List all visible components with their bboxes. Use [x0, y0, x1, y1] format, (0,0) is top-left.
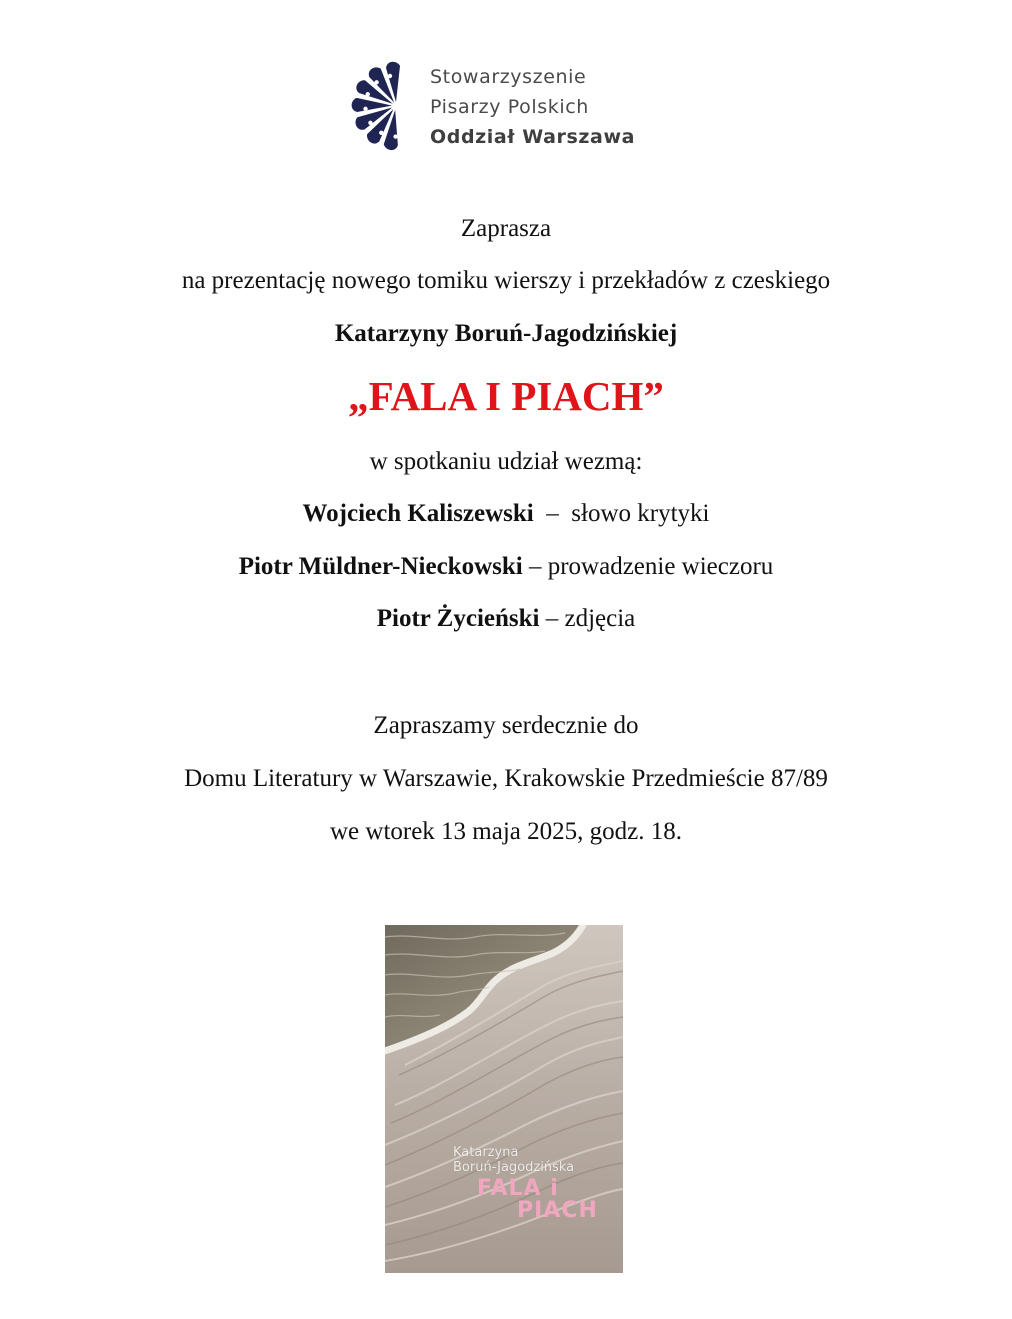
participants-intro: w spotkaniu udział wezmą: — [369, 448, 643, 475]
venue-text: Domu Literatury w Warszawie, Krakowskie Przedmieście 87/89 — [184, 765, 828, 792]
participant-separator: – — [522, 553, 548, 580]
participant-separator: – — [539, 605, 565, 632]
closing-text: Zapraszamy serdecznie do — [373, 712, 639, 739]
organization-logo — [346, 58, 666, 154]
cover-title-line-2: PIACH — [517, 1198, 598, 1223]
participant-row — [0, 500, 1012, 528]
logo-line-1: Stowarzyszenie — [430, 66, 587, 88]
participant-role: prowadzenie wieczoru — [547, 553, 774, 580]
cover-author-first: Katarzyna — [453, 1145, 519, 1160]
participant-name: Wojciech Kaliszewski — [302, 500, 534, 527]
participant-name: Piotr Müldner-Nieckowski — [238, 553, 523, 580]
intro-text: Zaprasza — [460, 215, 552, 242]
participant-role: zdjęcia — [564, 605, 636, 632]
author-name: Katarzyny Boruń-Jagodzińskiej — [334, 320, 678, 347]
book-cover-image — [385, 925, 623, 1273]
book-title: „FALA I PIACH” — [348, 373, 664, 419]
logo-line-2: Pisarzy Polskich — [430, 96, 589, 118]
datetime-text: we wtorek 13 maja 2025, godz. 18. — [329, 818, 682, 845]
pen-nib-flower-icon — [346, 58, 412, 154]
participant-row — [0, 605, 1012, 633]
cover-author-last: Boruń-Jagodzińska — [453, 1160, 575, 1175]
participant-row — [0, 553, 1012, 581]
participant-role: słowo krytyki — [571, 500, 710, 527]
logo-text — [430, 62, 635, 152]
logo-line-3: Oddział Warszawa — [430, 126, 636, 148]
subject-text: na prezentację nowego tomiku wierszy i przekładów z czeskiego — [181, 267, 831, 294]
cover-title-line-1: FALA i — [477, 1176, 559, 1201]
participant-name: Piotr Życieński — [376, 605, 540, 632]
participant-separator: – — [533, 500, 572, 527]
